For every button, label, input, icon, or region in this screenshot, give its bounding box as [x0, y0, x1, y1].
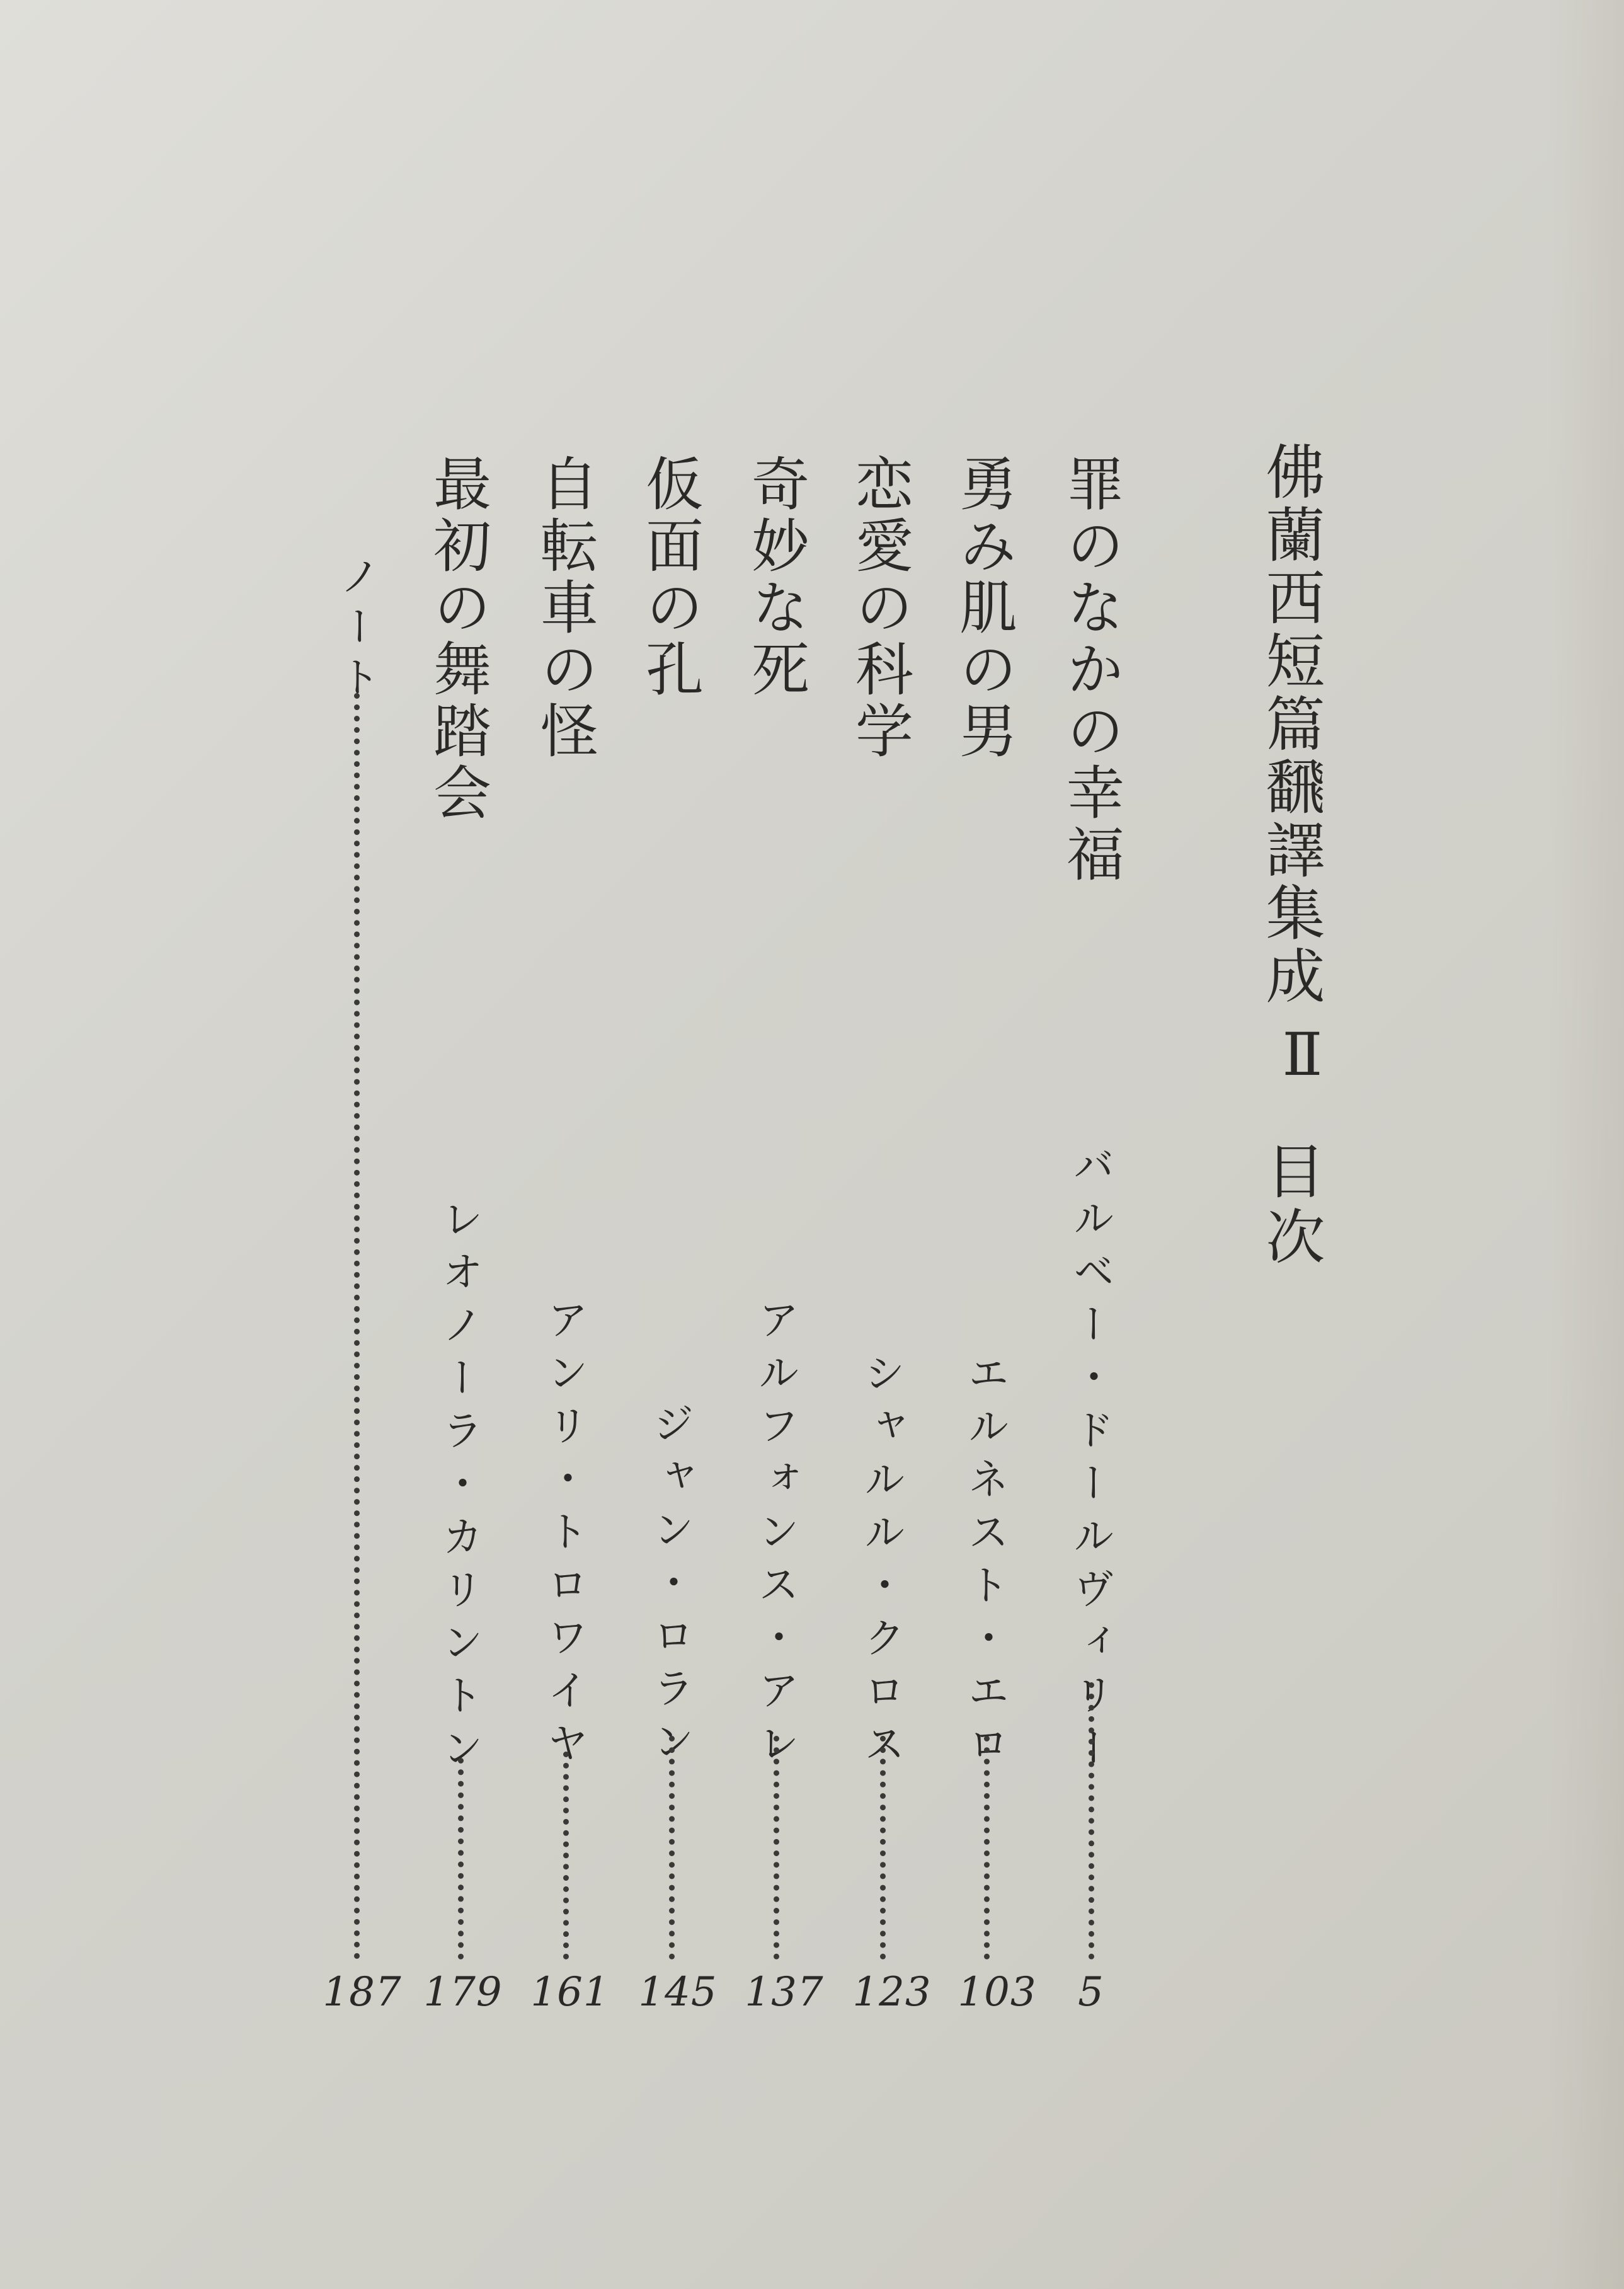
dot-leader — [774, 1736, 779, 1959]
story-author: ジャン・ロラン — [646, 1402, 694, 1772]
story-title: 罪のなかの幸福 — [1057, 454, 1124, 886]
book-title: 佛蘭西短篇飜譯集成 — [1255, 441, 1324, 1008]
dot-leader — [354, 693, 360, 1959]
page-number: 103 — [958, 1969, 1037, 2016]
page-number: 145 — [638, 1969, 718, 2016]
story-title: 仮面の孔 — [636, 454, 704, 701]
dot-leader — [458, 1758, 464, 1959]
story-title: 最初の舞踏会 — [424, 454, 491, 824]
page-number: 179 — [423, 1969, 503, 2016]
story-author: アンリ・トロワイヤ — [540, 1298, 588, 1774]
dot-leader — [669, 1736, 675, 1959]
story-author: レオノーラ・カリントン — [435, 1197, 483, 1779]
page-number: 161 — [530, 1969, 610, 2016]
story-author: シャルル・クロス — [857, 1351, 905, 1775]
dot-leader — [1089, 1682, 1094, 1959]
volume-number: Ⅱ — [1268, 1021, 1337, 1089]
dot-leader — [984, 1736, 990, 1959]
note-title: ノート — [332, 554, 380, 706]
story-title: 勇み肌の男 — [950, 454, 1017, 762]
story-author: バルベー・ドールヴィリー — [1066, 1144, 1114, 1779]
page-number: 137 — [745, 1969, 824, 2016]
dot-leader — [880, 1736, 886, 1959]
dot-leader — [563, 1752, 569, 1959]
story-title: 自転車の怪 — [531, 454, 598, 762]
toc-heading: 目次 — [1255, 1140, 1324, 1271]
page-number: 187 — [323, 1969, 402, 2016]
page-number: 123 — [852, 1969, 932, 2016]
story-author: エルネスト・エロ — [961, 1351, 1009, 1775]
story-title: 奇妙な死 — [742, 454, 809, 701]
story-title: 恋愛の科学 — [846, 454, 913, 762]
page-number: 5 — [1078, 1969, 1104, 2016]
story-author: アルフォンス・アレ — [751, 1298, 799, 1774]
